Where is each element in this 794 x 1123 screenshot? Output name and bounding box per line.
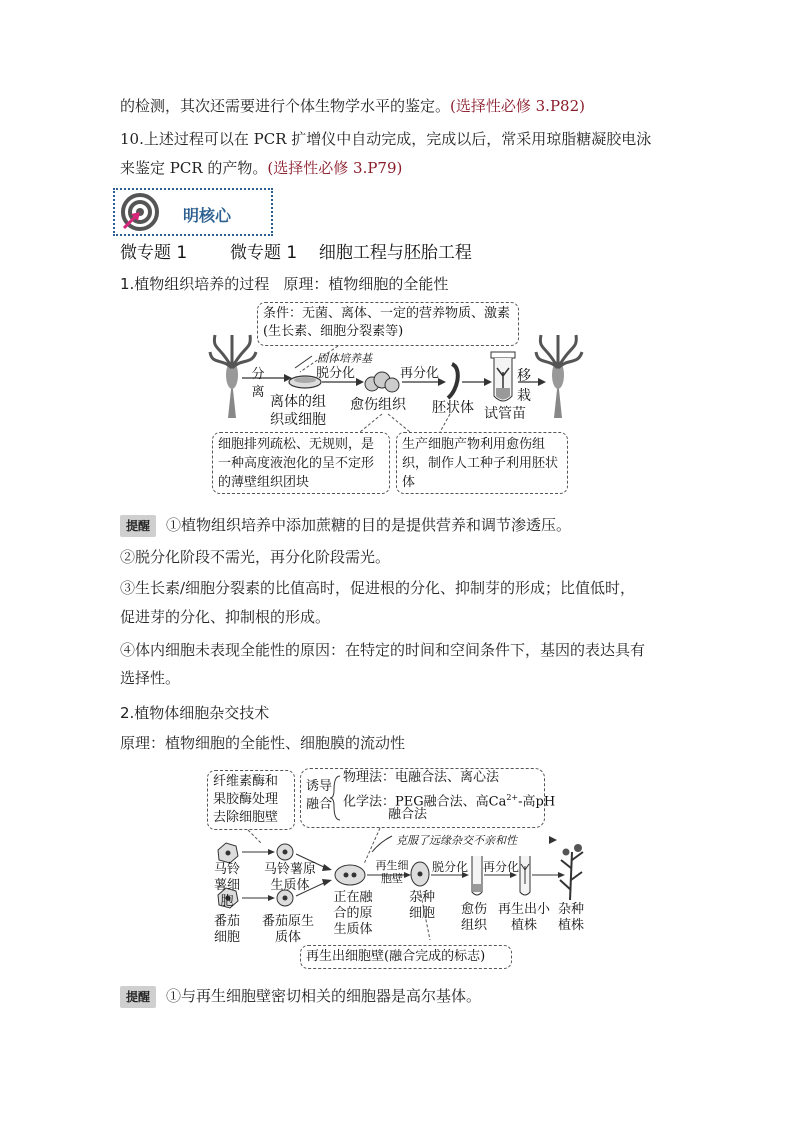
note-label: 克服了远缘杂交不亲和性	[396, 834, 517, 847]
test-tube-icon	[472, 856, 482, 895]
hybrid-plant-label: 杂种植株	[557, 902, 584, 933]
s1-heading: 1.植物组织培养的过程	[120, 275, 270, 293]
dediff-label: 脱分化	[316, 366, 356, 381]
tip-badge: 提醒	[120, 986, 156, 1008]
potato-cell-icon	[218, 843, 238, 863]
embryoid-label: 胚状体	[432, 400, 474, 416]
separate-label: 分离	[251, 367, 265, 400]
potato-protoplast-icon	[277, 844, 293, 860]
induce-label: 诱导融合	[305, 779, 332, 812]
dediff-label: 脱分化	[432, 860, 469, 874]
uses-box: 生产细胞产物利用愈伤组织，制作人工种子利用胚状体	[396, 432, 568, 494]
tip-line	[120, 986, 481, 1008]
tip-line: ②脱分化阶段不需光，再分化阶段需光。	[120, 548, 391, 566]
tip-text: ①与再生细胞壁密切相关的细胞器是高尔基体。	[166, 987, 482, 1005]
hybrid-plant-icon	[560, 844, 583, 900]
test-tube-icon	[520, 856, 530, 895]
tomato-proto-label: 番茄原生质体	[261, 914, 314, 945]
tip-line: 促进芽的分化、抑制根的形成。	[120, 608, 331, 626]
topic-title: 微专题 1 细胞工程与胚胎工程	[230, 243, 472, 263]
fusing-protoplast-icon	[335, 865, 365, 885]
regen-wall-label: 再生细胞壁	[375, 859, 409, 885]
hybrid-cell-icon	[411, 862, 429, 886]
topic-overlap: 微专题 1	[120, 243, 188, 263]
s2-principle: 原理：植物细胞的全能性、细胞膜的流动性	[120, 734, 406, 752]
medium-label: 固体培养基	[317, 352, 372, 365]
plantlet-label: 再生出小植株	[497, 902, 550, 933]
callus-label: 愈伤组织	[350, 397, 406, 413]
tip-line: 选择性。	[120, 669, 181, 687]
explant-label: 离体的组织或细胞	[270, 394, 326, 428]
section-badge-label: 明核心	[183, 206, 232, 225]
chemical-label: 化学法：PEG融合法、高$Ca^{2+}-$高pH	[343, 793, 556, 810]
conditions-box: 条件：无菌、离体、一定的营养物质、激素(生长素、细胞分裂素等)	[257, 302, 519, 346]
rediff-label: 再分化	[400, 366, 440, 381]
tip-line: ④体内细胞未表现全能性的原因：在特定的时间和空间条件下，基因的表达具有	[120, 641, 646, 659]
reference: (选择性必修 3.P82)	[450, 97, 585, 115]
plantlet-label: 试管苗	[484, 406, 526, 422]
wall-note-box: 再生出细胞壁(融合完成的标志)	[300, 945, 512, 969]
s2-heading: 2.植物体细胞杂交技术	[120, 704, 270, 722]
physical-label: 物理法：电融合法、离心法	[343, 770, 500, 785]
potato-cell-label: 马铃薯细胞	[213, 862, 240, 909]
fusing-label: 正在融合的原生质体	[333, 890, 373, 937]
intro-line-1: 的检测，其次还需要进行个体生物学水平的鉴定。(选择性必修 3.P82)	[120, 97, 585, 115]
reference: (选择性必修 3.P79)	[267, 159, 403, 177]
chemical-label-cont: 融合法	[388, 807, 428, 822]
rediff-label: 再分化	[483, 860, 520, 874]
potato-proto-label: 马铃薯原生质体	[263, 862, 316, 893]
tip-badge: 提醒	[120, 515, 156, 537]
enzyme-box: 纤维素酶和果胶酶处理去除细胞壁	[207, 770, 295, 830]
intro-line-2: 10.上述过程可以在 PCR 扩增仪中自动完成，完成以后，常采用琼脂糖凝胶电泳	[120, 130, 652, 148]
hybrid-cell-label: 杂种细胞	[408, 890, 435, 921]
tip-text: ①植物组织培养中添加蔗糖的目的是提供营养和调节渗透压。	[166, 516, 572, 534]
intro-line-3: 来鉴定 PCR 的产物。(选择性必修 3.P79)	[120, 159, 403, 177]
callus-label: 愈伤组织	[460, 902, 487, 933]
tomato-cell-label: 番茄细胞	[213, 914, 240, 945]
transplant-label: 移栽	[517, 368, 531, 404]
s1-principle: 原理：植物细胞的全能性	[283, 275, 449, 293]
tip-line: ③生长素/细胞分裂素的比值高时，促进根的分化、抑制芽的形成；比值低时，	[120, 579, 636, 597]
callus-desc-box: 细胞排列疏松、无规则，是一种高度液泡化的呈不定形的薄壁组织团块	[212, 432, 390, 494]
